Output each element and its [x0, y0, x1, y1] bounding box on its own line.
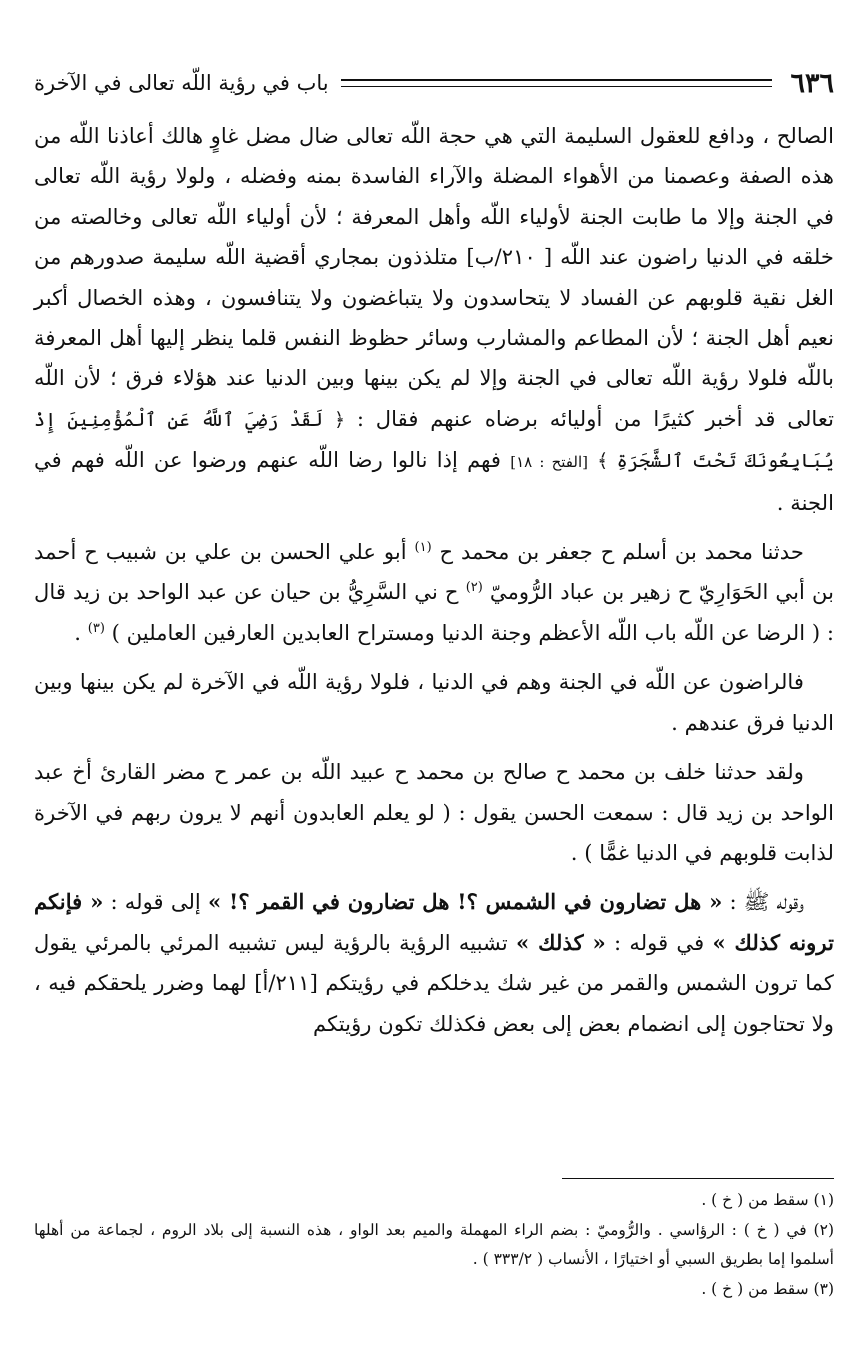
footnote-marker-2[interactable]: (٢) [465, 580, 483, 596]
footnote-marker-1[interactable]: (١) [414, 540, 432, 555]
running-title: باب في رؤية اللّه تعالى في الآخرة [34, 71, 329, 95]
hadith-quote: « كذلك » [516, 929, 606, 955]
footnote-3: (٣) سقط من ( خ ) . [701, 1279, 834, 1298]
paragraph-text: الصالح ، ودافع للعقول السليمة التي هي حجة اللّه تعالى ضال مضل غاوٍ هالك أعاذنا اللّه من هذه الصفة وعصمنا من الأهواء المضلة والآراء الفاسدة بمنه وفضله ، ولولا رؤية اللّه تعالى في الجنة وإلا ما طابت الجنة لأولياء اللّه وأهل المعرفة ؛ لأن أولياء اللّه تعالى وخالصته من خلقه في الدنيا راضون عند اللّه [ ٢١٠/ب] متلذذون بمجاري أقضية اللّه سليمة صدورهم من الغل نقية قلوبهم عن الفساد لا يتحاسدون ولا يتباغضون ولا يتنافسون ، وهذه الخصال أكبر نعيم أهل الجنة ؛ لأن المطاعم والمشارب وسائر حظوظ النفس قلما ينظر إليها أهل المعرفة باللّه فلولا رؤية اللّه تعالى في الجنة وإلا لم يكن بينها وبين الدنيا عند هؤلاء فرق ؛ لأن اللّه تعالى قد أخبر كثيرًا من أوليائه برضاه عنهم فقال : [34, 123, 834, 431]
paragraph-5 [34, 882, 834, 1044]
paragraph-2 [34, 532, 834, 653]
paragraph-text: فهم إذا نالوا رضا اللّه عنهم ورضوا عن اللّه فهم في الجنة . [34, 447, 834, 515]
footnote-2: (٢) في ( خ ) : الرؤاسي . والرُّوميّ : بضم الراء المهملة والميم بعد الواو ، هذه النسبة إلى بلاد الروم ، لجماعة من أهلها أسلموا إما بطريق السبي أو اختيارًا ، الأنساب ( ٣٣٣/٢ ) . [34, 1220, 834, 1268]
quran-verse: ﴿ لَقَدْ رَضِيَ ٱللَّهُ عَنِ ٱلْمُؤْمِنِينَ إِذْ يُبَايِعُونَكَ تَحْتَ ٱلشَّجَرَةِ ﴾ [34, 408, 834, 473]
paragraph-text: إلى قوله : [110, 889, 201, 915]
footnote-marker-3[interactable]: (٣) [87, 620, 105, 636]
page-number: ٦٣٦ [790, 67, 834, 99]
paragraph-text: أبو علي الحسن بن علي بن شبيب ح أحمد بن أبي الحَوَارِيّ ح زهير بن عباد الرُّوميّ [34, 539, 834, 605]
paragraph-4: ولقد حدثنا خلف بن محمد ح صالح بن محمد ح عبيد اللّه بن عمر ح مضر القارئ أخ عبد الواحد بن زيد قال : سمعت الحسن يقول : ( لو يعلم العابدون أنهم لا يرون ربهم في الآخرة لذابت قلوبهم في الدنيا غمًّا ) . [34, 759, 834, 865]
verse-reference: [الفتح : ١٨] [510, 453, 588, 472]
footnotes [34, 1186, 834, 1304]
paragraph-3: فالراضون عن اللّه في الجنة وهم في الدنيا ، فلولا رؤية اللّه في الآخرة لم يكن بينها وبين الدنيا فرق عندهم . [34, 669, 834, 735]
paragraph-text: تشبيه الرؤية بالرؤية ليس تشبيه المرئي بالمرئي يقول كما ترون الشمس والقمر من غير شك يدخلكم في رؤيتكم [٢١١/أ] لهما وضرر يلحقكم فيه ، ولا تحتاجون إلى انضمام بعض إلى بعض فكذلك تكون رؤيتكم [34, 929, 834, 1036]
footnote-separator [562, 1178, 834, 1179]
hadith-quote: « فإنكم ترونه كذلك » [34, 889, 834, 955]
footnote-1: (١) سقط من ( خ ) . [701, 1191, 834, 1209]
main-text [34, 116, 834, 1053]
paragraph-text: . [74, 619, 82, 645]
paragraph-text: حدثنا محمد بن أسلم ح جعفر بن محمد ح [439, 539, 804, 565]
paragraph-text: وقوله ﷺ : [729, 889, 804, 915]
header-double-rule [341, 79, 773, 87]
hadith-quote: « هل تضارون في الشمس ؟! هل تضارون في القمر ؟! » [207, 889, 723, 915]
paragraph-1 [34, 116, 834, 523]
paragraph-text: ح ني السَّرِيُّ بن حيان عن عبد الواحد بن زيد قال : ( الرضا عن اللّه باب اللّه الأعظم وجنة الدنيا ومستراح العابدين العارفين العاملين ) [34, 579, 834, 645]
running-header [34, 68, 834, 98]
paragraph-text: في قوله : [613, 929, 705, 955]
